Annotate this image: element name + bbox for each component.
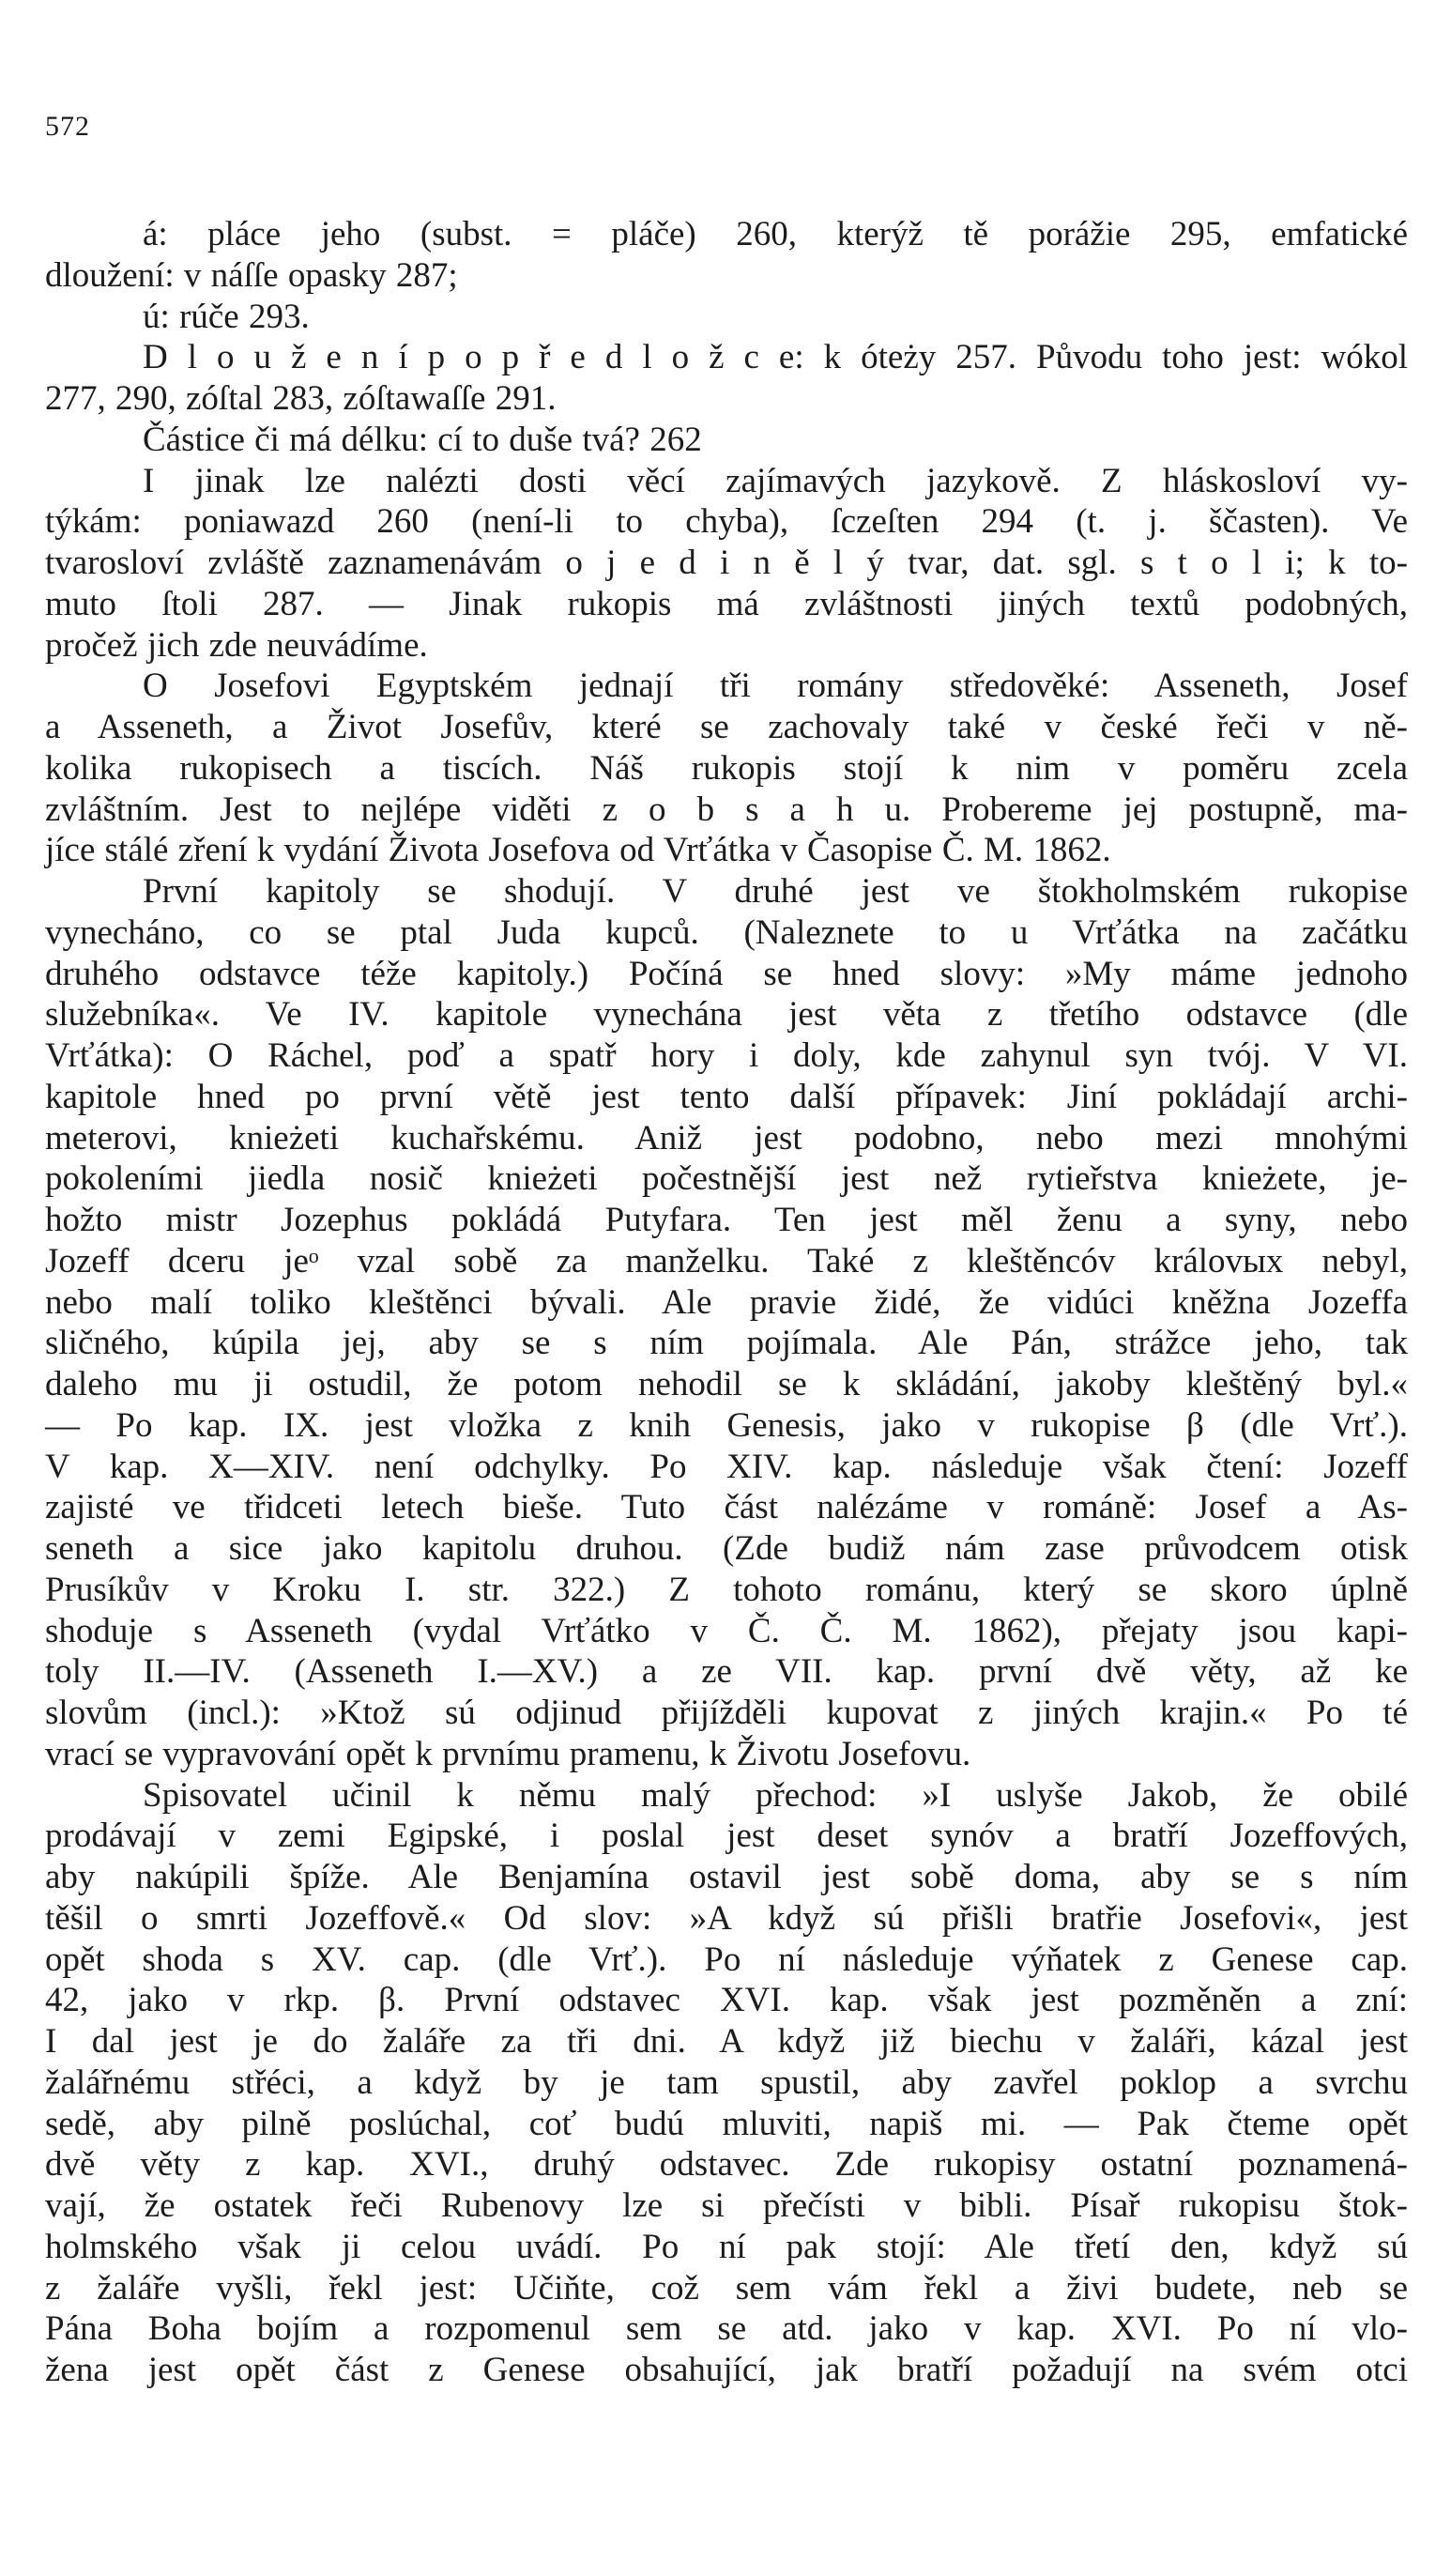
page-number: 572	[45, 111, 90, 142]
text-line: V kap. X—XIV. není odchylky. Po XIV. kap. následuje však čtení: Jozeff	[45, 1447, 1408, 1486]
text-line: a Asseneth, a Život Josefův, které se zachovaly také v české řeči v ně-	[45, 708, 1408, 746]
text-line: I dal jest je do žaláře za tři dni. A když již biechu v žaláři, kázal jest	[45, 2022, 1408, 2061]
text-line: Částice či má délku: cí to duše tvá? 262	[143, 420, 702, 459]
text-line: žena jest opět část z Genese obsahující, jak bratří požadují na svém otci	[45, 2351, 1408, 2389]
text-line: vrací se vypravování opět k prvnímu pramenu, k Životu Josefovu.	[45, 1734, 971, 1773]
text-line: toly II.—IV. (Asseneth I.—XV.) a ze VII. kap. první dvě věty, až ke	[45, 1652, 1408, 1692]
text-line: Prusíkův v Kroku I. str. 322.) Z tohoto románu, který se skoro úplně	[45, 1570, 1408, 1609]
text-line: hožto mistr Jozephus pokládá Putyfara. Ten jest měl ženu a syny, nebo	[45, 1201, 1408, 1239]
text-line: slovům (incl.): »Ktož sú odjinud přijížděli kupovat z jiných krajin.« Po té	[45, 1694, 1408, 1732]
text-line: zvláštním. Jest to nejlépe viděti z o b s a h u. Probereme jej postupně, ma-	[45, 790, 1408, 829]
text-line: D l o u ž e n í p o p ř e d l o ž c e: k óteży 257. Původu toho jest: wókol	[143, 338, 1408, 377]
text-line: O Josefovi Egyptském jednají tři romány středověké: Asseneth, Josef	[143, 667, 1408, 706]
text-line: holmského však ji celou uvádí. Po ní pak stojí: Ale třetí den, když sú	[45, 2227, 1408, 2266]
text-line: — Po kap. IX. jest vložka z knih Genesis, jako v rukopise β (dle Vrť.).	[45, 1405, 1408, 1445]
text-line: pročež jich zde neuvádíme.	[45, 625, 428, 665]
text-line: služebníka«. Ve IV. kapitole vynechána jest věta z třetího odstavce (dle	[45, 995, 1408, 1035]
text-line: Spisovatel učinil k němu malý přechod: »I uslyše Jakob, že obilé	[143, 1775, 1408, 1815]
text-line: prodávají v zemi Egipské, i poslal jest deset synóv a bratří Jozeffových,	[45, 1817, 1408, 1856]
text-line: pokoleními jiedla nosič knieżeti počestnější jest než rytieřstva knieżete, je-	[45, 1159, 1408, 1199]
text-line: týkám: poniawazd 260 (není-li to chyba), ſczeſten 294 (t. j. ščasten). Ve	[45, 502, 1408, 542]
text-line: opět shoda s XV. cap. (dle Vrť.). Po ní následuje výňatek z Genese cap.	[45, 1940, 1408, 1979]
text-line: Pána Boha bojím a rozpomenul sem se atd. jako v kap. XVI. Po ní vlo-	[45, 2309, 1408, 2349]
text-line: z žaláře vyšli, řekl jest: Učiňte, což sem vám řekl a živi budete, neb se	[45, 2268, 1408, 2308]
text-line: Vrťátka): O Ráchel, poď a spatř hory i doly, kde zahynul syn tvój. V VI.	[45, 1036, 1408, 1075]
text-line: ú: rúče 293.	[143, 297, 310, 336]
text-line: zajisté ve třidceti letech bieše. Tuto část nalézáme v románě: Josef a As-	[45, 1488, 1408, 1527]
text-line: 277, 290, zóſtal 283, zóſtawaſſe 291.	[45, 379, 557, 418]
text-line: vynecháno, co se ptal Juda kupců. (Naleznete to u Vrťátka na začátku	[45, 912, 1408, 952]
text-line: sedě, aby pilně poslúchal, coť budú mluviti, napiš mi. — Pak čteme opět	[45, 2104, 1408, 2143]
text-line: Jozeff dceru jeᵒ vzal sobě za manželku. Také z kleštěncóv královых nebyl,	[45, 1241, 1408, 1280]
text-line: seneth a sice jako kapitolu druhou. (Zde budiž nám zase průvodcem otisk	[45, 1529, 1408, 1568]
text-line: kolika rukopisech a tiscích. Náš rukopis stojí k nim v poměru zcela	[45, 748, 1408, 788]
body-text	[45, 214, 1408, 2391]
text-line: sličného, kúpila jej, aby se s ním pojímala. Ale Pán, strážce jeho, tak	[45, 1324, 1408, 1363]
text-line: nebo malí toliko kleštěnci bývali. Ale pravie židé, že vidúci kněžna Jozeffa	[45, 1282, 1408, 1322]
text-line: dloužení: v náſſe opasky 287;	[45, 255, 458, 295]
text-line: dvě věty z kap. XVI., druhý odstavec. Zde rukopisy ostatní poznamená-	[45, 2145, 1408, 2185]
text-line: daleho mu ji ostudil, že potom nehodil se k skládání, jakoby kleštěný byl.«	[45, 1365, 1408, 1403]
text-line: shoduje s Asseneth (vydal Vrťátko v Č. Č. M. 1862), přejaty jsou kapi-	[45, 1611, 1408, 1650]
text-line: muto ſtoli 287. — Jinak rukopis má zvláštnosti jiných textů podobných,	[45, 584, 1408, 623]
text-line: kapitole hned po první větě jest tento další přípavek: Jiní pokládají archi-	[45, 1077, 1408, 1116]
text-line: těšil o smrti Jozeffově.« Od slov: »A když sú přišli bratřie Josefovi«, jest	[45, 1898, 1408, 1938]
text-line: jíce stálé zření k vydání Života Josefova od Vrťátka v Časopise Č. M. 1862.	[45, 831, 1111, 870]
text-line: První kapitoly se shodují. V druhé jest ve štokholmském rukopise	[143, 872, 1408, 911]
text-line: meterovi, knieżeti kuchařskému. Aniž jest podobno, nebo mezi mnohými	[45, 1118, 1408, 1158]
text-line: vají, že ostatek řeči Rubenovy lze si přečísti v bibli. Písař rukopisu štok-	[45, 2186, 1408, 2225]
text-line: žalářnému střéci, a když by je tam spustil, aby zavřel poklop a svrchu	[45, 2062, 1408, 2102]
text-line: tvarosloví zvláště zaznamenávám o j e d i n ě l ý tvar, dat. sgl. s t o l i; k to-	[45, 544, 1408, 582]
text-line: I jinak lze nalézti dosti věcí zajímavých jazykově. Z hláskosloví vy-	[143, 461, 1408, 500]
text-line: 42, jako v rkp. β. První odstavec XVI. kap. však jest pozměněn a zní:	[45, 1981, 1408, 2020]
text-line: druhého odstavce téže kapitoly.) Počíná se hned slovy: »My máme jednoho	[45, 954, 1408, 993]
text-line: á: pláce jeho (subst. = pláče) 260, kterýž tě porážie 295, emfatické	[143, 215, 1408, 253]
text-line: aby nakúpili špíže. Ale Benjamína ostavil jest sobě doma, aby se s ním	[45, 1858, 1408, 1896]
